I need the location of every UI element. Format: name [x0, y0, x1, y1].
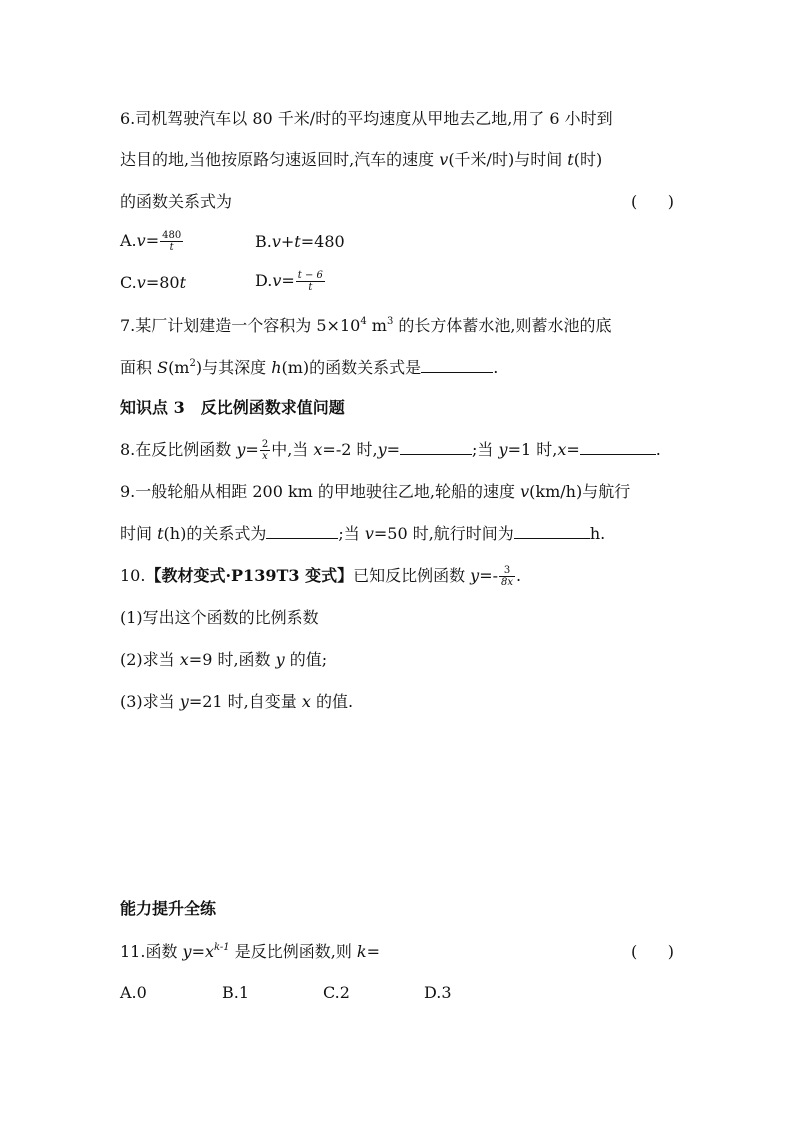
q6-option-d-fraction: $\frac{t - 6}{t}$ [297, 270, 323, 293]
q8-blank-x[interactable] [580, 439, 656, 455]
q8-fraction: $\frac{2}{x}$ [261, 439, 269, 462]
section-heading-ability: 能力提升全练 [120, 899, 217, 918]
q10-part3: (3)求当 y=21 时,自变量 x 的值. [120, 692, 354, 711]
q10-source-tag: 【教材变式·P139T3 变式】 [145, 566, 354, 585]
q6-line2: 达目的地,当他按原路匀速返回时,汽车的速度 v(千米/时)与时间 t(时) [120, 150, 603, 169]
section-heading-knowledge-3: 知识点 3 反比例函数求值问题 [120, 398, 345, 417]
q6-option-d: D.v= $\frac{t - 6}{t}$ [255, 270, 323, 293]
q9-blank-relation[interactable] [266, 523, 338, 539]
q6-line3: 的函数关系式为 [120, 192, 233, 211]
q11-option-c: C.2 [323, 983, 350, 1002]
q9-line1: 9.一般轮船从相距 200 km 的甲地驶往乙地,轮船的速度 v(km/h)与航行 [120, 482, 631, 501]
q7-line1: 7.某厂计划建造一个容积为 $5\times 10^4$ $m^3$ 的长方体蓄水池,则蓄水池的底 [120, 316, 612, 335]
q11-option-a: A.0 [120, 983, 147, 1002]
q8-line: 8.在反比例函数 y= $\frac{2}{x}$ 中,当 x=-2 时,y= ;当 y=1 时,x= . [120, 439, 661, 462]
q9-blank-time[interactable] [514, 523, 590, 539]
q10-line: 10.【教材变式·P139T3 变式】已知反比例函数 y=- $\frac{3}{8x}$ . [120, 565, 522, 588]
q11-option-d: D.3 [424, 983, 452, 1002]
q11-option-b: B.1 [222, 983, 250, 1002]
q9-line2: 时间 t(h)的关系式为 ;当 v=50 时,航行时间为 h. [120, 524, 606, 543]
q7-line2: 面积 $S(m^2)$与其深度 h(m)的函数关系式是 . [120, 358, 499, 377]
q11-answer-paren: ( ) [631, 942, 674, 961]
q11-line: 11.函数 $y=x^{k-1}$ 是反比例函数,则 k= [120, 942, 381, 961]
q6-answer-paren: ( ) [631, 192, 674, 211]
q6-option-c: C.v=80t [120, 273, 187, 292]
q8-blank-y[interactable] [400, 439, 472, 455]
q6-line1: 6.司机驾驶汽车以 80 千米/时的平均速度从甲地去乙地,用了 6 小时到 [120, 109, 613, 128]
q10-fraction: $\frac{3}{8x}$ [501, 565, 514, 588]
q7-answer-blank[interactable] [421, 357, 493, 373]
q6-option-b: B.v+t=480 [255, 232, 345, 251]
q6-option-a: A.v= $\frac{480}{t}$ [120, 230, 182, 253]
q10-part1: (1)写出这个函数的比例系数 [120, 608, 319, 627]
q6-option-a-fraction: $\frac{480}{t}$ [162, 230, 182, 253]
q10-part2: (2)求当 x=9 时,函数 y 的值; [120, 650, 328, 669]
